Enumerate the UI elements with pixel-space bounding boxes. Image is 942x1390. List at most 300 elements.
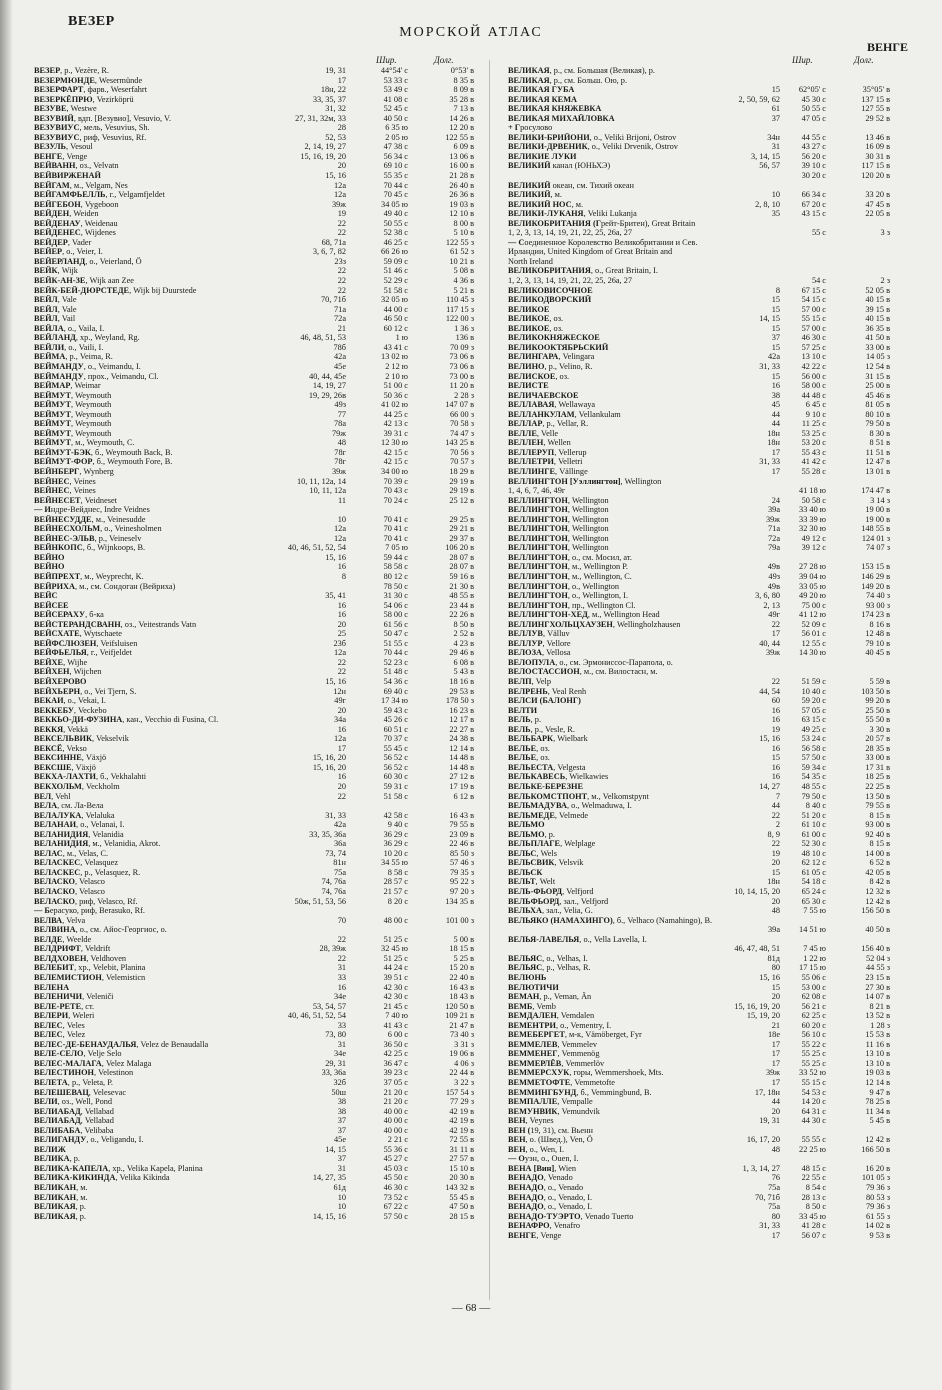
entry-name: ВЕЛИКООКТЯБРЬСКИЙ: [508, 342, 609, 352]
entry-name: ВЕЙК, Wijk: [34, 266, 78, 276]
entry-map-refs: 20: [771, 896, 780, 906]
entry-name: ВЕЛИАБАД, Vellabad: [34, 1106, 114, 1116]
index-entry: [508, 181, 898, 191]
entry-longitude: 9 53 в: [869, 1230, 890, 1240]
entry-longitude: 33 20 в: [865, 190, 890, 200]
entry-latitude: 48 55 с: [801, 782, 826, 792]
index-entry: [508, 104, 898, 114]
entry-name: ВЕЛИКОДВОРСКИЙ: [508, 295, 592, 305]
entry-latitude: 49 12 с: [801, 533, 826, 543]
entry-longitude: 22 25 в: [865, 782, 890, 792]
index-entry: [34, 1173, 480, 1183]
entry-latitude: 55 25 с: [801, 1058, 826, 1068]
index-entry: [34, 916, 480, 926]
entry-longitude: 14 48 в: [449, 753, 474, 763]
index-entry: [34, 400, 480, 410]
entry-longitude: 5 21 в: [453, 285, 474, 295]
entry-longitude: 117 15 з: [446, 304, 474, 314]
entry-map-refs: 75a: [768, 1182, 780, 1192]
entry-longitude: 4 23 в: [453, 638, 474, 648]
entry-map-refs: 12a: [334, 190, 346, 200]
index-entry: [34, 381, 480, 391]
entry-latitude: 59 44 с: [383, 552, 408, 562]
entry-map-refs: 37: [337, 1154, 346, 1164]
entry-longitude: 40 15 в: [865, 314, 890, 324]
entry-latitude: 41 28 с: [801, 1221, 826, 1231]
index-entry: [508, 66, 898, 76]
entry-longitude: 103 50 в: [861, 686, 890, 696]
entry-name: ВЕНГЕ, Venge: [34, 151, 88, 161]
entry-latitude: 14 30 ю: [799, 648, 826, 658]
entry-name: ВЕЛЛИНГТОН, Wellington: [508, 495, 609, 505]
entry-latitude: 62°05' с: [798, 85, 826, 95]
entry-longitude: 36 35 в: [865, 323, 890, 333]
entry-name: ВЕЛИКА, р.: [34, 1154, 80, 1164]
entry-map-refs: 8: [775, 285, 780, 295]
entry-name: ВЕЛСИ (БАЛОНГ): [508, 696, 581, 706]
entry-name: ВЕММЕЛЕВ, Vemmelev: [508, 1039, 598, 1049]
index-entry: [34, 687, 480, 697]
entry-longitude: 40 50 в: [865, 925, 890, 935]
entry-longitude: 8 30 в: [869, 428, 890, 438]
index-entry: [508, 219, 898, 229]
entry-map-refs: 20: [337, 619, 346, 629]
entry-map-refs: 15, 16, 19, 20: [300, 151, 346, 161]
index-entry: [34, 897, 480, 907]
entry-name: ВЕЙЕРЛАНД, о., Veierland, Ö: [34, 256, 142, 266]
entry-latitude: 69 10 с: [383, 161, 408, 171]
entry-latitude: 55 45 с: [383, 743, 408, 753]
index-entry: [508, 534, 898, 544]
entry-name: ВЕЛИКОВИСОЧНОЕ: [508, 285, 593, 295]
index-entry: [508, 1145, 898, 1155]
index-entry: [34, 515, 480, 525]
index-entry: [508, 782, 898, 792]
index-entry: [508, 266, 898, 276]
entry-name: ВЕЙМАНДУ, о., Veimandu, I.: [34, 361, 141, 371]
entry-name: ВЕКСЁ, Vekso: [34, 743, 87, 753]
entry-latitude: 62 12 с: [801, 858, 826, 868]
entry-longitude: 11 20 в: [449, 381, 474, 391]
entry-latitude: 55 с: [811, 228, 826, 238]
entry-name: 1, 2, 3, 13, 14, 19, 21, 22, 25, 26a, 27: [508, 228, 632, 238]
index-entry: [508, 496, 898, 506]
entry-latitude: 44 25 с: [383, 409, 408, 419]
index-entry: [34, 419, 480, 429]
entry-map-refs: 39ж: [765, 1068, 780, 1078]
entry-map-refs: 78б: [333, 342, 346, 352]
entry-longitude: 19 06 в: [449, 1049, 474, 1059]
entry-map-refs: 19, 29, 26в: [308, 390, 346, 400]
entry-latitude: 59 34 с: [801, 762, 826, 772]
entry-latitude: 17 15 ю: [799, 963, 826, 973]
entry-longitude: 47 50 в: [449, 1202, 474, 1212]
entry-name: ВЕЙНЕС, Veines: [34, 476, 96, 486]
entry-longitude: 28 07 в: [449, 562, 474, 572]
index-entry: [34, 1193, 480, 1203]
entry-name: ВЕЛИЖ: [34, 1144, 66, 1154]
entry-name: ВЕЛЬКАВЕСЬ, Wielkawies: [508, 772, 609, 782]
entry-longitude: 61 55 з: [865, 1211, 890, 1221]
entry-name: ВЕЙГАМ, м., Velgam, Nes: [34, 180, 128, 190]
index-entry: [508, 142, 898, 152]
entry-latitude: 28 13 с: [801, 1192, 826, 1202]
entry-name: ВЕЛЕНИЧИ, Veleniči: [34, 992, 114, 1002]
entry-longitude: 70 56 з: [449, 447, 474, 457]
entry-name: ВЕЛИКИЙ НОС, м.: [508, 199, 584, 209]
index-entry: [34, 190, 480, 200]
entry-name: ВЕММЕНЕГ, Vemmenög: [508, 1049, 600, 1059]
entry-latitude: 55 35 с: [383, 171, 408, 181]
entry-longitude: 5 59 в: [869, 677, 890, 686]
entry-longitude: 41 50 в: [865, 333, 890, 343]
entry-map-refs: 50ж, 51, 53, 56: [294, 896, 346, 906]
entry-name: ВЕЛИКОЕ: [508, 304, 550, 314]
entry-latitude: 65 24 с: [801, 887, 826, 897]
index-entry: [508, 1154, 898, 1164]
index-entry: [508, 486, 898, 496]
index-entry: [508, 276, 898, 286]
entry-map-refs: 3, 6, 80: [755, 591, 780, 601]
entry-longitude: 93 00 з: [865, 600, 890, 610]
entry-name: ВЕЛЬЕ, оз.: [508, 743, 550, 753]
entry-latitude: 17 34 ю: [381, 696, 408, 706]
entry-latitude: 51 48 с: [383, 667, 408, 677]
entry-map-refs: 61д: [333, 1182, 346, 1192]
index-entry: [34, 629, 480, 639]
entry-name: ВЕЛЛИНГТОН [Уэллингтон], Wellington: [508, 476, 662, 486]
entry-latitude: 39 31 с: [383, 428, 408, 438]
index-entry: [508, 524, 898, 534]
index-entry: [508, 343, 898, 353]
entry-name: ВЕЛИКА-КАПЕЛА, хр., Velika Kapela, Planina: [34, 1163, 203, 1173]
entry-name: ВЕЛЬФЬОРД, зал., Velfjord: [508, 896, 609, 906]
entry-map-refs: 14, 19, 27: [312, 381, 346, 391]
index-entry: [508, 715, 898, 725]
index-entry: [34, 620, 480, 630]
entry-name: ВЕЗЕРКЁПРЮ, Vezirköprü: [34, 94, 134, 104]
entry-map-refs: 34e: [334, 1049, 346, 1059]
index-entry: [508, 391, 898, 401]
entry-name: ВЕЙДЕНЕС, Wijdenes: [34, 228, 116, 238]
entry-longitude: 81 05 в: [865, 400, 890, 410]
entry-map-refs: 2, 50, 59, 62: [738, 94, 780, 104]
entry-name: ВЕЙНЕС, Veines: [34, 486, 96, 496]
entry-map-refs: 14, 15: [325, 1144, 346, 1154]
entry-map-refs: 15, 16: [759, 972, 780, 982]
index-entry: [34, 1097, 480, 1107]
entry-name: ВЕЛЬЕСТА, Velgesta: [508, 762, 586, 772]
entry-longitude: 18 16 в: [449, 677, 474, 686]
entry-map-refs: 20: [771, 1106, 780, 1116]
entry-name: ВЕН, о., Wen, I.: [508, 1144, 565, 1154]
latitude-header: Шир.: [792, 55, 813, 65]
longitude-header: Долг.: [434, 55, 454, 65]
entry-longitude: 35°05' в: [862, 85, 890, 95]
entry-longitude: 147 07 в: [445, 400, 474, 410]
entry-longitude: 79 36 з: [865, 1202, 890, 1212]
entry-longitude: 157 54 з: [445, 1087, 474, 1097]
index-entry: [34, 591, 480, 601]
entry-longitude: 30 31 в: [865, 151, 890, 161]
entry-map-refs: 16: [771, 381, 780, 391]
entry-map-refs: 22: [337, 218, 346, 228]
entry-latitude: 55 15 с: [801, 314, 826, 324]
entry-map-refs: 74, 76a: [321, 887, 346, 897]
entry-latitude: 32 45 ю: [381, 944, 408, 954]
index-entry: [34, 305, 480, 315]
entry-name: North Ireland: [508, 256, 553, 266]
entry-longitude: 3 30 в: [869, 724, 890, 734]
entry-map-refs: 24: [771, 495, 780, 505]
entry-name: ВЕЛЕСТИНОН, Velestinon: [34, 1068, 134, 1078]
entry-latitude: 43 27 с: [801, 142, 826, 152]
entry-name: ВЕЛЬХА, зал., Velia, G.: [508, 906, 593, 916]
entry-longitude: 13 01 в: [865, 466, 890, 476]
entry-name: ВЕЛЕНА: [34, 982, 70, 992]
entry-name: ВЕЙНЕСЕТ, Veidneset: [34, 495, 117, 505]
entry-name: ВЕЛИНГАРА, Velingara: [508, 352, 595, 362]
entry-latitude: 55 22 с: [801, 1039, 826, 1049]
entry-name: ВЕЛЛИНГТОН-ХЕД, м., Wellington Head: [508, 610, 660, 620]
index-entry: [34, 830, 480, 840]
entry-longitude: 48 55 в: [449, 591, 474, 601]
entry-latitude: 43 15 с: [801, 209, 826, 219]
entry-latitude: 70 39 с: [383, 476, 408, 486]
index-entry: [508, 228, 898, 238]
entry-latitude: 56 10 с: [801, 1030, 826, 1040]
entry-map-refs: 35, 41: [325, 591, 346, 601]
entry-map-refs: 81н: [333, 858, 346, 868]
entry-name: ВЕЙНО: [34, 562, 65, 572]
index-entry: [34, 963, 480, 973]
index-column-right: [508, 54, 898, 1240]
entry-latitude: 47 38 с: [383, 142, 408, 152]
entry-name: ВЕЛЕШЕВАЦ, Velesevac: [34, 1087, 127, 1097]
entry-longitude: 14 07 в: [865, 992, 890, 1002]
index-entry: [34, 734, 480, 744]
index-entry: [34, 954, 480, 964]
entry-latitude: 30 20 с: [801, 171, 826, 181]
entry-latitude: 56 52 с: [383, 753, 408, 763]
index-entry: [34, 95, 480, 105]
entry-latitude: 44 55 с: [801, 132, 826, 142]
entry-name: ВЕЙНЕСУДДЕ, м., Veinesudde: [34, 514, 146, 524]
entry-name: ВЕЙМУТ, Weymouth: [34, 428, 112, 438]
index-entry: [508, 515, 898, 525]
index-entry: [508, 954, 898, 964]
entry-name: ВЕМПАЛЛЕ, Vempalle: [508, 1097, 593, 1107]
entry-name: ВЕЛИКОЕ, оз.: [508, 314, 564, 324]
entry-name: ВЕЙСТЕРАНДСВАНН, оз., Veitestrands Vatn: [34, 619, 197, 629]
entry-name: ВЕЛДХОВЕН, Veldhoven: [34, 953, 127, 963]
entry-map-refs: 22: [337, 791, 346, 801]
entry-latitude: 36 29 с: [383, 829, 408, 839]
entry-longitude: 120 50 в: [445, 1001, 474, 1011]
index-entry: [34, 142, 480, 152]
index-entry: [34, 648, 480, 658]
entry-map-refs: 22: [771, 677, 780, 686]
entry-map-refs: 31, 33: [759, 361, 780, 371]
entry-map-refs: 60: [771, 696, 780, 706]
index-entry: [34, 639, 480, 649]
entry-name: ВЕКСШЕ, Växjö: [34, 762, 96, 772]
entry-longitude: 42 19 в: [449, 1116, 474, 1126]
index-entry: [34, 925, 480, 935]
index-entry: [34, 1040, 480, 1050]
entry-name: ВЕЛОПУЛА, о., см. Эрмониссос-Парапола, о.: [508, 657, 673, 667]
entry-latitude: 41 42 с: [801, 457, 826, 467]
entry-longitude: 149 20 в: [861, 581, 890, 591]
index-entry: [508, 1088, 898, 1098]
entry-map-refs: 7: [775, 791, 780, 801]
entry-name: ВЕЛТИ: [508, 705, 538, 715]
index-entry: [508, 983, 898, 993]
entry-longitude: 23 44 в: [449, 600, 474, 610]
entry-map-refs: 49г: [768, 610, 780, 620]
entry-longitude: 16 43 в: [449, 982, 474, 992]
entry-name: ВЕЛЕРИ, Weleri: [34, 1011, 95, 1021]
entry-name: ВЕЙМУТ-БЭК, б., Weymouth Back, B.: [34, 447, 173, 457]
entry-map-refs: 27, 31, 32м, 33: [295, 113, 346, 123]
entry-map-refs: 22: [337, 276, 346, 286]
entry-map-refs: 15: [771, 85, 780, 95]
entry-latitude: 46 30 с: [801, 333, 826, 343]
entry-latitude: 32 30 ю: [799, 524, 826, 534]
entry-latitude: 42 30 с: [383, 982, 408, 992]
index-entry: [508, 963, 898, 973]
index-entry: [508, 658, 898, 668]
entry-longitude: 29 21 в: [449, 524, 474, 534]
index-entry: [508, 849, 898, 859]
entry-map-refs: 31: [337, 1039, 346, 1049]
index-entry: [34, 209, 480, 219]
index-entry: [508, 295, 898, 305]
entry-longitude: 1 28 з: [870, 1020, 890, 1030]
entry-name: ВЕЛИБАБА, Velibaba: [34, 1125, 114, 1135]
entry-longitude: 146 29 в: [861, 571, 890, 581]
entry-latitude: 51 59 с: [801, 677, 826, 686]
index-entry: [508, 1002, 898, 1012]
entry-latitude: 36 47 с: [383, 1058, 408, 1068]
latitude-header: Шир.: [376, 55, 397, 65]
entry-name: ВЕНАДО, о., Venado: [508, 1182, 584, 1192]
entry-latitude: 55 55 с: [801, 1135, 826, 1145]
entry-map-refs: 22: [337, 934, 346, 944]
entry-latitude: 67 22 с: [383, 1202, 408, 1212]
index-entry: [34, 238, 480, 248]
entry-map-refs: 81д: [767, 953, 780, 963]
entry-name: ВЕЛЬКЕ-БЕРЕЗНЕ: [508, 782, 584, 792]
entry-map-refs: 38: [337, 1106, 346, 1116]
entry-name: ВЕЛИ, оз., Well, Pond: [34, 1097, 113, 1107]
entry-latitude: 34 00 ю: [381, 466, 408, 476]
entry-map-refs: 40, 44, 45e: [309, 371, 346, 381]
entry-longitude: 73 06 в: [449, 352, 474, 362]
entry-longitude: 45 46 в: [865, 390, 890, 400]
index-entry: [34, 486, 480, 496]
entry-longitude: 79 55 в: [865, 801, 890, 811]
entry-name: ВЕЙС: [34, 591, 58, 601]
entry-latitude: 62 08 с: [801, 992, 826, 1002]
entry-longitude: 29 25 в: [449, 514, 474, 524]
index-entry: [508, 333, 898, 343]
index-entry: [34, 343, 480, 353]
entry-name: ВЕЙК-АН-ЗЕ, Wijk aan Zee: [34, 276, 134, 286]
entry-map-refs: 31: [337, 1163, 346, 1173]
running-head-right: ВЕНГЕ: [867, 40, 908, 54]
entry-latitude: 66 34 с: [801, 190, 826, 200]
entry-map-refs: 8, 9: [767, 829, 780, 839]
index-entry: [508, 620, 898, 630]
entry-latitude: 40 00 с: [383, 1125, 408, 1135]
entry-name: ВЕЛЮТИЧИ: [508, 982, 559, 992]
entry-map-refs: 37: [337, 1125, 346, 1135]
entry-map-refs: 22: [771, 810, 780, 820]
entry-name: ВЕЛАСКЕС, Velasquez: [34, 858, 119, 868]
entry-map-refs: 15, 16, 20: [312, 762, 346, 772]
entry-map-refs: 38: [771, 390, 780, 400]
index-entry: [508, 925, 898, 935]
entry-name: ВЕЙЛАНД, хр., Weyland, Rg.: [34, 333, 140, 343]
entry-name: + Гросулово: [508, 123, 553, 133]
entry-name: ВЕЙК-БЕЙ-ДЮРСТЕДЕ, Wijk bij Duurstede: [34, 285, 197, 295]
entry-map-refs: 40, 46, 51, 52, 54: [287, 543, 346, 553]
entry-map-refs: 15: [771, 295, 780, 305]
index-entry: [34, 944, 480, 954]
entry-name: ВЕЙЛ, Vale: [34, 295, 77, 305]
entry-longitude: 28 07 в: [449, 552, 474, 562]
entry-map-refs: 39a: [768, 925, 780, 935]
entry-longitude: 166 50 в: [861, 1144, 890, 1154]
entry-map-refs: 33, 35, 37: [312, 94, 346, 104]
index-entry: [34, 906, 480, 916]
index-entry: [34, 295, 480, 305]
index-entry: [34, 352, 480, 362]
index-entry: [34, 744, 480, 754]
index-entry: [34, 935, 480, 945]
index-entry: [34, 677, 480, 687]
index-entry: [34, 286, 480, 296]
entry-map-refs: 42a: [334, 820, 346, 830]
entry-latitude: 41 02 ю: [381, 400, 408, 410]
index-entry: [34, 877, 480, 887]
entry-longitude: 11 51 в: [865, 447, 890, 457]
index-entry: [508, 1173, 898, 1183]
entry-name: ВЕЛЬ-ФЬОРД, Velfjord: [508, 887, 594, 897]
entry-name: ВЕЙНКОПС, б., Wijnkoops, B.: [34, 543, 146, 553]
entry-longitude: 74 07 з: [865, 543, 890, 553]
entry-latitude: 8 58 с: [387, 867, 408, 877]
entry-map-refs: 48: [771, 1144, 780, 1154]
entry-latitude: 70 44 с: [383, 648, 408, 658]
index-entry: [508, 1030, 898, 1040]
entry-name: ВЕЙДЕНАУ, Weidenau: [34, 218, 118, 228]
entry-latitude: 59 43 с: [383, 705, 408, 715]
index-entry: [34, 543, 480, 553]
entry-name: ВЕЛЕТА, р., Veleta, P.: [34, 1077, 113, 1087]
entry-longitude: 95 22 з: [449, 877, 474, 887]
entry-longitude: 13 46 в: [865, 132, 890, 142]
index-entry: [34, 266, 480, 276]
entry-latitude: 8 20 с: [387, 896, 408, 906]
entry-name: ВЕЛЛИНГТОН, Wellington: [508, 543, 609, 553]
entry-latitude: 45 50 с: [383, 1173, 408, 1183]
entry-longitude: 16 20 в: [865, 1163, 890, 1173]
index-entry: [34, 1145, 480, 1155]
index-entry: [34, 582, 480, 592]
entry-latitude: 10 40 с: [801, 686, 826, 696]
